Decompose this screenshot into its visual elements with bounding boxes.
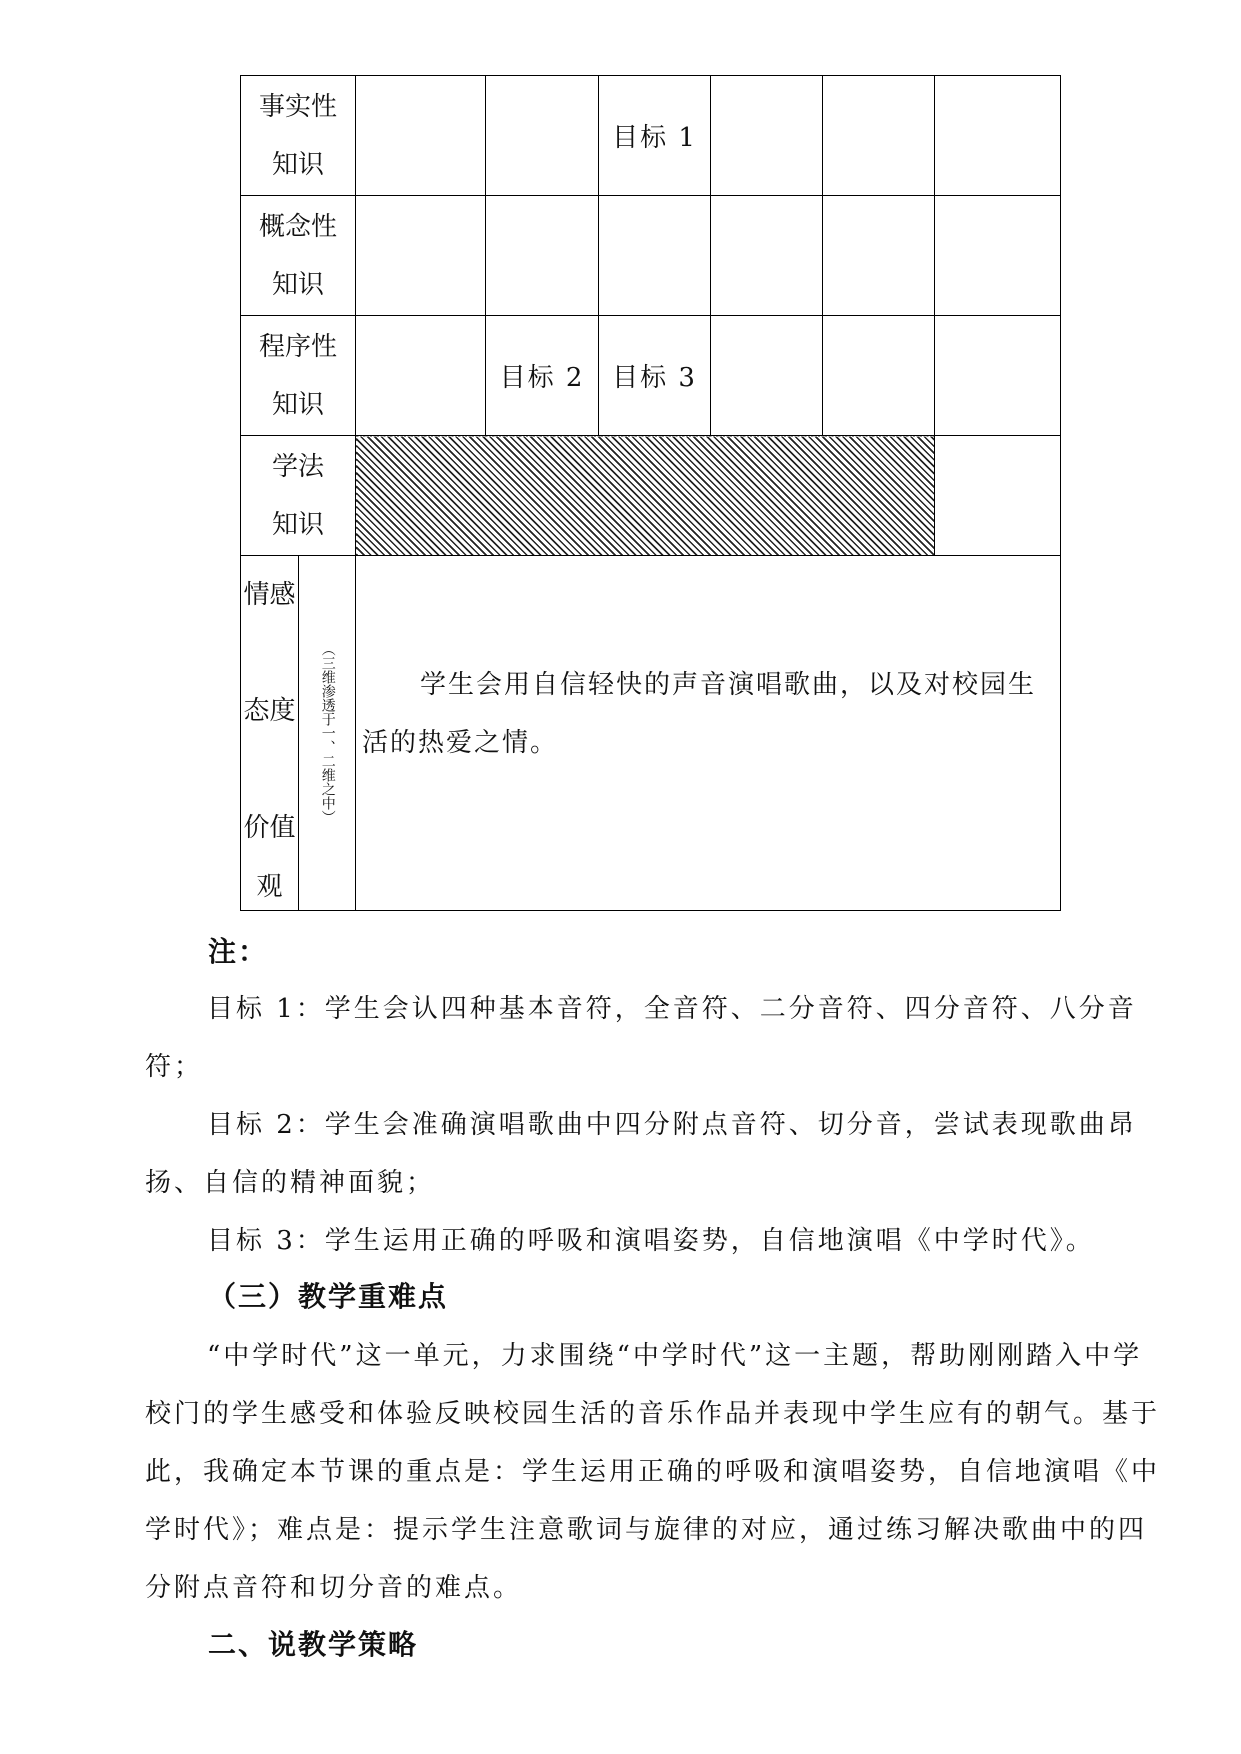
- vertical-note-cell: [299, 556, 356, 911]
- emotion-text-cell: [356, 556, 1061, 911]
- emotion-label: 价值: [243, 813, 296, 843]
- section-3-body: “中学时代”这一单元，力求围绕“中学时代”这一主题，帮助刚刚踏入中学校门的学生感受和体验反映校园生活的音乐作品并表现中学生应有的朝气。基于此，我确定本节课的重点是：学生运用正确的呼吸和演唱姿势，自信地演唱《中学时代》；难点是：提示学生注意歌词与旋律的对应，通过练习解决歌曲中的四分附点音符和切分音的难点。: [145, 1341, 1161, 1603]
- note-goal-1: 目标 1：学生会认四种基本音符，全音符、二分音符、四分音符、八分音符；: [145, 994, 1137, 1082]
- table-cell: [935, 76, 1061, 196]
- table-cell: 目标 3: [599, 316, 711, 436]
- table-cell: 目标 1: [599, 76, 711, 196]
- emotion-label-cell: [241, 556, 299, 911]
- table-cell: [711, 316, 823, 436]
- table-cell: [823, 76, 935, 196]
- row-header-line: 学法: [272, 451, 325, 482]
- table-cell: [711, 76, 823, 196]
- section-heading-two: 二、说教学策略: [208, 1628, 419, 1661]
- emotion-label: 观: [256, 872, 283, 902]
- table-row: [241, 316, 1061, 436]
- row-header-line: 事实性: [259, 91, 338, 122]
- table-cell: [599, 196, 711, 316]
- row-header: [241, 316, 356, 436]
- emotion-label: 态度: [243, 696, 296, 726]
- table-row: [241, 196, 1061, 316]
- table-row: [241, 436, 1061, 556]
- row-header: [241, 436, 356, 556]
- row-header: [241, 76, 356, 196]
- table-cell: [823, 196, 935, 316]
- table-cell: [356, 316, 486, 436]
- table-cell: [935, 316, 1061, 436]
- row-header-line: 概念性: [259, 211, 338, 242]
- note-goal-2: 目标 2：学生会准确演唱歌曲中四分附点音符、切分音，尝试表现歌曲昂扬、自信的精神面貌；: [145, 1110, 1137, 1198]
- section-heading-3: （三）教学重难点: [208, 1280, 449, 1313]
- vertical-note: （三维渗透于一、二维之中）: [319, 642, 336, 824]
- table-cell: [711, 196, 823, 316]
- row-header-line: 知识: [272, 149, 325, 180]
- notes-title: 注：: [208, 935, 269, 968]
- table-row: [241, 76, 1061, 196]
- row-header-line: 知识: [272, 269, 325, 300]
- table-cell: [935, 436, 1061, 556]
- note-goal-3: 目标 3：学生运用正确的呼吸和演唱姿势，自信地演唱《中学时代》。: [207, 1226, 1095, 1256]
- row-header-line: 程序性: [259, 331, 338, 362]
- table-cell: [356, 196, 486, 316]
- table-row: [241, 556, 1061, 911]
- row-header-line: 知识: [272, 509, 325, 540]
- row-header: [241, 196, 356, 316]
- table-cell: [823, 316, 935, 436]
- emotion-label: 情感: [243, 580, 296, 610]
- emotion-text: 学生会用自信轻快的声音演唱歌曲，以及对校园生活的热爱之情。: [362, 670, 1037, 758]
- table-cell: [486, 76, 599, 196]
- row-header-line: 知识: [272, 389, 325, 420]
- table-cell: [935, 196, 1061, 316]
- table-cell: [486, 196, 599, 316]
- table-cell: [356, 76, 486, 196]
- knowledge-goal-matrix: [240, 75, 1061, 911]
- table-cell: 目标 2: [486, 316, 599, 436]
- hatched-cell: [356, 436, 935, 556]
